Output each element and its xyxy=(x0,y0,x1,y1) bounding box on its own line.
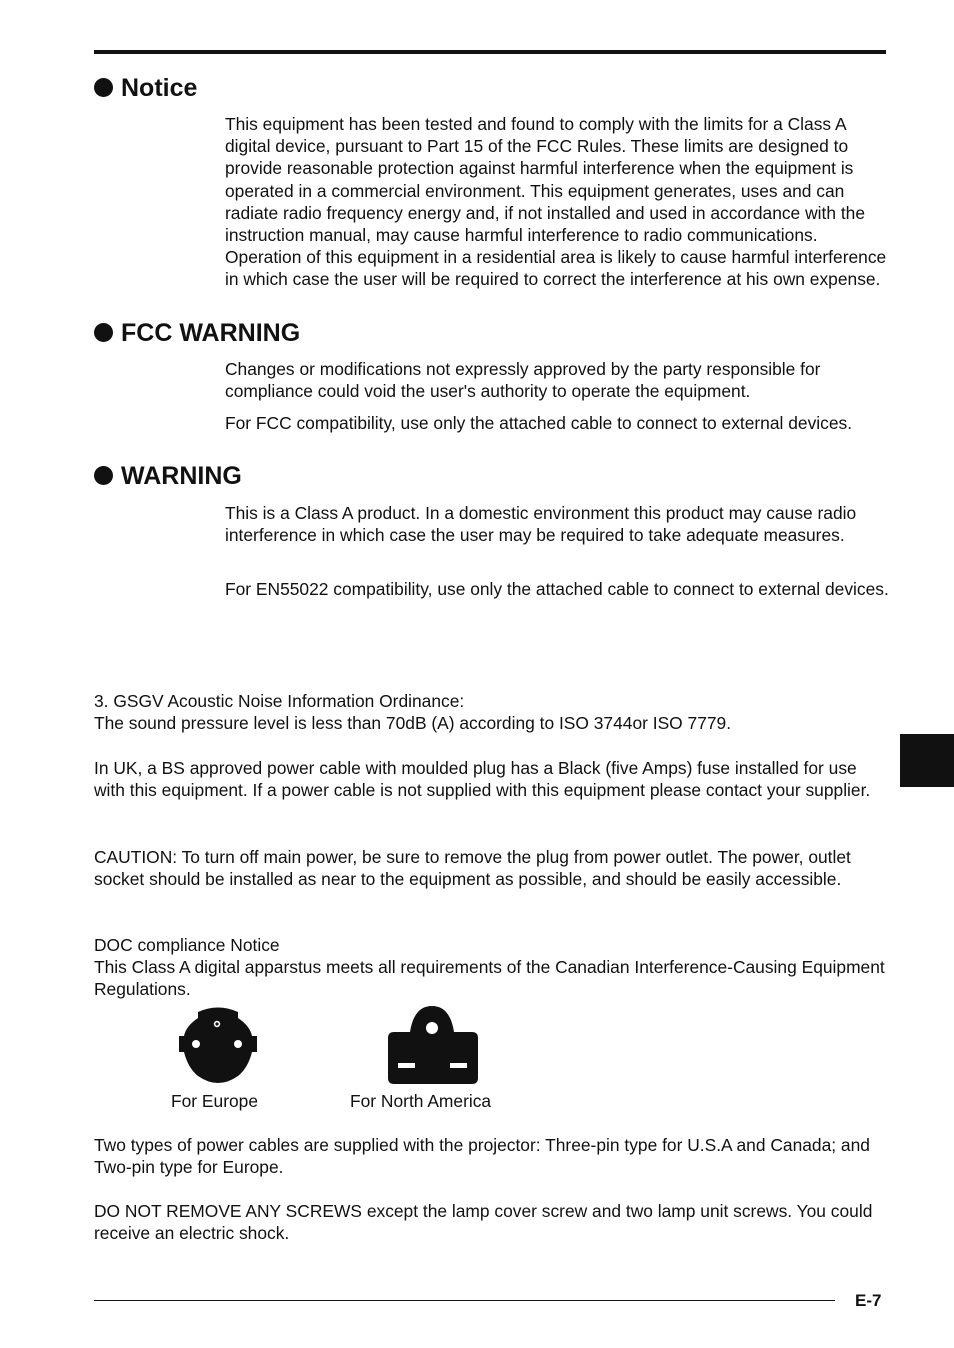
fcc-warning-body-2: For FCC compatibility, use only the attached cable to connect to external devices. xyxy=(225,413,853,433)
fcc-warning-body-1: Changes or modifications not expressly approved by the party responsible for compliance could void the user's authority to operate the equipment. xyxy=(225,359,821,402)
doc-body: This Class A digital apparstus meets all requirements of the Canadian Interference-Causing Equipment Regulations. xyxy=(94,957,885,1000)
warning-title: WARNING xyxy=(121,462,242,490)
north-america-plug-icon xyxy=(382,1006,483,1086)
bullet-icon xyxy=(94,323,113,342)
bullet-icon xyxy=(94,466,113,485)
europe-plug-label: For Europe xyxy=(171,1091,258,1111)
warning-body-2: For EN55022 compatibility, use only the attached cable to connect to external devices. xyxy=(225,579,889,599)
doc-title: DOC compliance Notice xyxy=(94,935,280,955)
cables-text: Two types of power cables are supplied with the projector: Three-pin type for U.S.A and Canada; and Two-pin type for Europe. xyxy=(94,1135,870,1178)
uk-fuse-text: In UK, a BS approved power cable with moulded plug has a Black (five Amps) fuse installed for use with this equipment. If a power cable is not supplied with this equipment please contact your supplier. xyxy=(94,758,871,801)
caution-text: CAUTION: To turn off main power, be sure to remove the plug from power outlet. The power, outlet socket should be installed as near to the equipment as possible, and should be easily accessible. xyxy=(94,847,851,890)
top-rule xyxy=(94,50,886,54)
screws-text: DO NOT REMOVE ANY SCREWS except the lamp cover screw and two lamp unit screws. You could receive an electric shock. xyxy=(94,1201,873,1244)
side-tab-marker xyxy=(900,734,954,787)
bottom-rule xyxy=(94,1300,835,1301)
warning-heading xyxy=(94,461,242,491)
fcc-warning-heading xyxy=(94,318,300,348)
notice-body: This equipment has been tested and found to comply with the limits for a Class A digital device, pursuant to Part 15 of the FCC Rules. These limits are designed to provide reasonable protection against harmful interference when the equipment is operated in a commercial environment. This equipment generates, uses and can radiate radio frequency energy and, if not installed and used in accordance with the instruction manual, may cause harmful interference to radio communications. Operation of this equipment in a residential area is likely to cause harmful interference in which case the user will be required to correct the interference at his own expense. xyxy=(225,114,887,290)
gsgv-line-1: 3. GSGV Acoustic Noise Information Ordinance: xyxy=(94,691,465,711)
notice-title: Notice xyxy=(121,74,198,102)
page-number: E-7 xyxy=(855,1291,882,1310)
europe-plug-icon xyxy=(176,1006,260,1086)
fcc-warning-title: FCC WARNING xyxy=(121,319,301,347)
gsgv-line-2: The sound pressure level is less than 70dB (A) according to ISO 3744or ISO 7779. xyxy=(94,713,732,733)
warning-body-1: This is a Class A product. In a domestic environment this product may cause radio interference in which case the user may be required to take adequate measures. xyxy=(225,503,857,546)
bullet-icon xyxy=(94,78,113,97)
north-america-plug-label: For North America xyxy=(350,1091,492,1111)
notice-heading xyxy=(94,73,197,103)
